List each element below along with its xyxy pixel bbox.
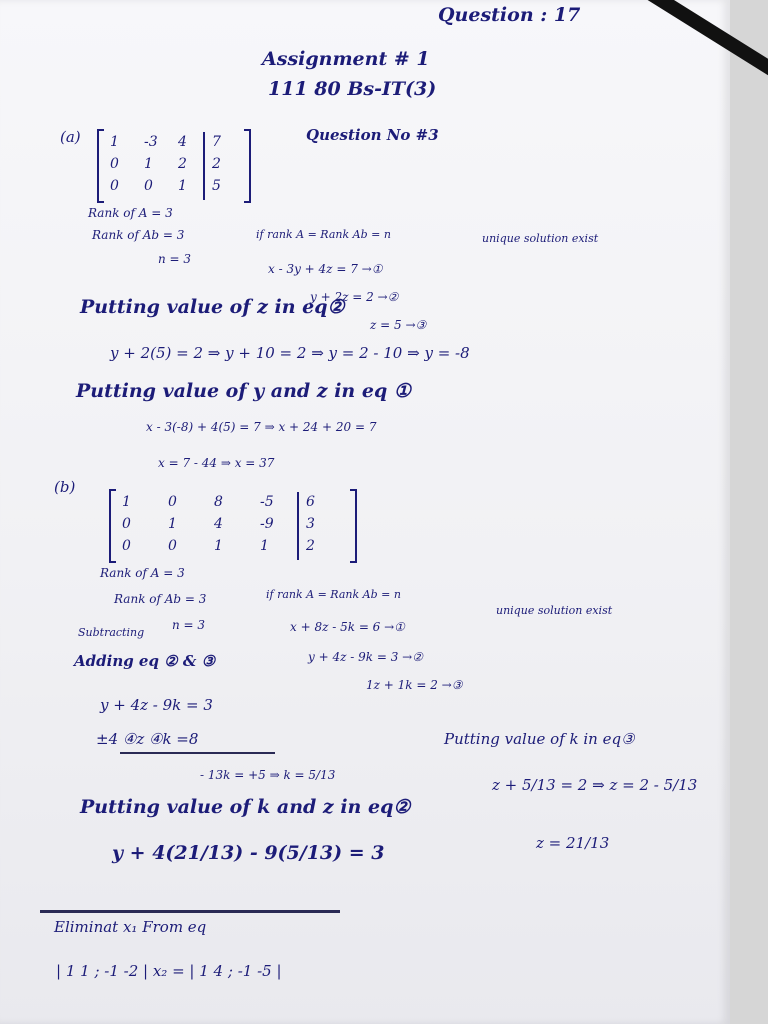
matrix-entry: 0: [110, 178, 119, 194]
matrix-entry: 2: [212, 156, 221, 172]
part-b-matrix: [108, 488, 358, 564]
matrix-entry: 1: [178, 178, 187, 194]
part-a-matrix: [96, 128, 246, 208]
part-b-step-z-line: z + 5/13 = 2 ⇒ z = 2 - 5/13: [492, 776, 698, 794]
part-b-determinant: | 1 1 ; -1 -2 | x₂ = | 1 4 ; -1 -5 |: [56, 962, 282, 980]
part-b-step-xz-line: y + 4(21/13) - 9(5/13) = 3: [112, 842, 385, 864]
part-a-step1-line: y + 2(5) = 2 ⇒ y + 10 = 2 ⇒ y = 2 - 10 ⇒ y = -8: [110, 344, 470, 362]
matrix-entry: -3: [144, 134, 158, 150]
part-b-eq3: 1z + 1k = 2 →③: [366, 678, 463, 692]
matrix-entry: -9: [260, 516, 274, 532]
part-b-eq2: y + 4z - 9k = 3 →②: [308, 650, 423, 664]
matrix-entry: 1: [110, 134, 119, 150]
matrix-entry: 2: [178, 156, 187, 172]
matrix-entry: 3: [306, 516, 315, 532]
part-b-label: (b): [54, 478, 76, 496]
roll-class: 111 80 Bs-IT(3): [268, 78, 437, 100]
matrix-entry: 1: [260, 538, 269, 554]
assignment-title: Assignment # 1: [262, 48, 430, 70]
matrix-entry: -5: [260, 494, 274, 510]
part-a-step2-line2: x = 7 - 44 ⇒ x = 37: [158, 456, 275, 470]
matrix-entry: 4: [214, 516, 223, 532]
sum-rule: [120, 752, 275, 754]
page-edge-shadow: [730, 0, 768, 1024]
matrix-entry: 0: [122, 538, 131, 554]
part-b-condition: if rank A = Rank Ab = n: [266, 588, 401, 601]
part-b-z-value: z = 21/13: [536, 834, 610, 852]
part-a-step2-line1: x - 3(-8) + 4(5) = 7 ⇒ x + 24 + 20 = 7: [146, 420, 377, 434]
part-b-work1: y + 4z - 9k = 3: [100, 696, 213, 714]
matrix-entry: 1: [168, 516, 177, 532]
part-a-rank-a: Rank of A = 3: [88, 206, 173, 220]
matrix-entry: 6: [306, 494, 315, 510]
part-b-conclusion: unique solution exist: [496, 604, 613, 617]
part-a-n: n = 3: [158, 252, 192, 266]
matrix-entry: 1: [144, 156, 153, 172]
section-rule: [40, 910, 340, 913]
part-b-eq1: x + 8z - 5k = 6 →①: [290, 620, 405, 634]
part-a-label: (a): [60, 128, 81, 146]
part-b-subtract-label: Subtracting: [78, 626, 145, 639]
question-no: Question No #3: [306, 126, 439, 144]
matrix-entry: 0: [122, 516, 131, 532]
part-b-rank-ab: Rank of Ab = 3: [114, 592, 207, 606]
question-label: Question : 17: [438, 4, 581, 26]
matrix-entry: 0: [110, 156, 119, 172]
part-b-eliminate: Eliminat x₁ From eq: [54, 918, 207, 936]
part-a-rank-ab: Rank of Ab = 3: [92, 228, 185, 242]
part-b-rank-a: Rank of A = 3: [100, 566, 185, 580]
part-b-step-xz-title: Putting value of k and z in eq②: [80, 796, 411, 818]
matrix-entry: 1: [122, 494, 131, 510]
matrix-entry: 4: [178, 134, 187, 150]
part-b-work2: ±4 ④z ④k =8: [96, 730, 199, 748]
matrix-entry: 0: [168, 538, 177, 554]
part-b-adding: Adding eq ② & ③: [74, 652, 216, 670]
part-a-eq1: x - 3y + 4z = 7 →①: [268, 262, 383, 276]
part-a-conclusion: unique solution exist: [482, 232, 599, 245]
part-a-eq3: z = 5 →③: [370, 318, 427, 332]
part-b-result-k: - 13k = +5 ⇒ k = 5/13: [200, 768, 336, 782]
left-bracket: [98, 130, 104, 202]
matrix-entry: 0: [144, 178, 153, 194]
left-bracket: [110, 490, 116, 562]
part-b-step-z-title: Putting value of k in eq③: [444, 730, 635, 748]
matrix-entry: 0: [168, 494, 177, 510]
matrix-entry: 2: [306, 538, 315, 554]
matrix-entry: 1: [214, 538, 223, 554]
matrix-entry: 8: [214, 494, 223, 510]
right-bracket: [350, 490, 356, 562]
part-a-step1: Putting value of z in eq②: [80, 296, 345, 318]
part-a-step2: Putting value of y and z in eq ①: [76, 380, 411, 402]
part-a-eq2: y + 2z = 2 →②: [310, 290, 399, 304]
part-a-condition: if rank A = Rank Ab = n: [256, 228, 391, 241]
part-b-n: n = 3: [172, 618, 206, 632]
matrix-entry: 7: [212, 134, 221, 150]
matrix-entry: 5: [212, 178, 221, 194]
